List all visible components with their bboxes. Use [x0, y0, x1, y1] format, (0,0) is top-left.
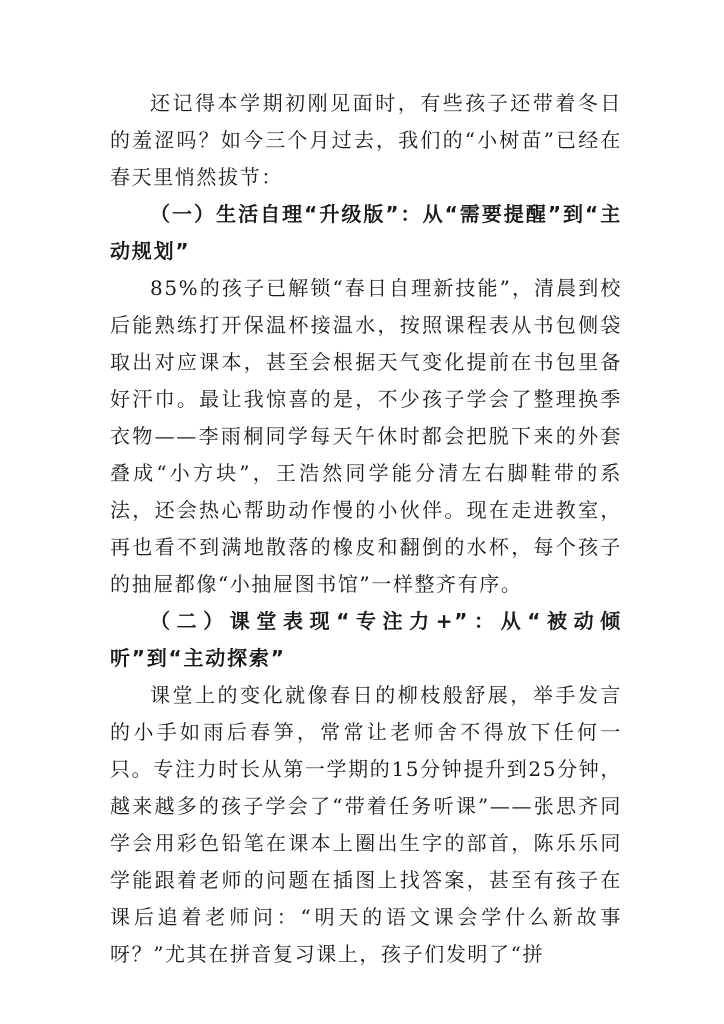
section-1-paragraph: 85%的孩子已解锁“春日自理新技能”，清晨到校后能熟练打开保温杯接温水，按照课程表从书包侧袋取出对应课本，甚至会根据天气变化提前在书包里备好汗巾。最让我惊喜的是，不少孩子学会了整理换季衣物——李雨桐同学每天午休时都会把脱下来的外套叠成“小方块”，王浩然同学能分清左右脚鞋带的系法，还会热心帮助动作慢的小伙伴。现在走进教室，再也看不到满地散落的橡皮和翻倒的水杯，每个孩子的抽屉都像“小抽屉图书馆”一样整齐有序。: [110, 276, 622, 596]
section-heading-1: （一）生活自理“升级版”：从“需要提醒”到“主动规划”: [110, 202, 622, 263]
document-body: [110, 85, 622, 973]
intro-paragraph: 还记得本学期初刚见面时，有些孩子还带着冬日的羞涩吗？如今三个月过去，我们的“小树苗”已经在春天里悄然拔节：: [110, 91, 622, 189]
section-2-paragraph: 课堂上的变化就像春日的柳枝般舒展，举手发言的小手如雨后春笋，常常让老师舍不得放下任何一只。专注力时长从第一学期的15分钟提升到25分钟，越来越多的孩子学会了“带着任务听课”——张思齐同学会用彩色铅笔在课本上圈出生字的部首，陈乐乐同学能跟着老师的问题在插图上找答案，甚至有孩子在课后追着老师问：“明天的语文课会学什么新故事呀？”尤其在拼音复习课上，孩子们发明了“拼: [110, 683, 622, 966]
section-heading-2: （二）课堂表现“专注力+”：从“被动倾听”到“主动探索”: [110, 609, 622, 670]
